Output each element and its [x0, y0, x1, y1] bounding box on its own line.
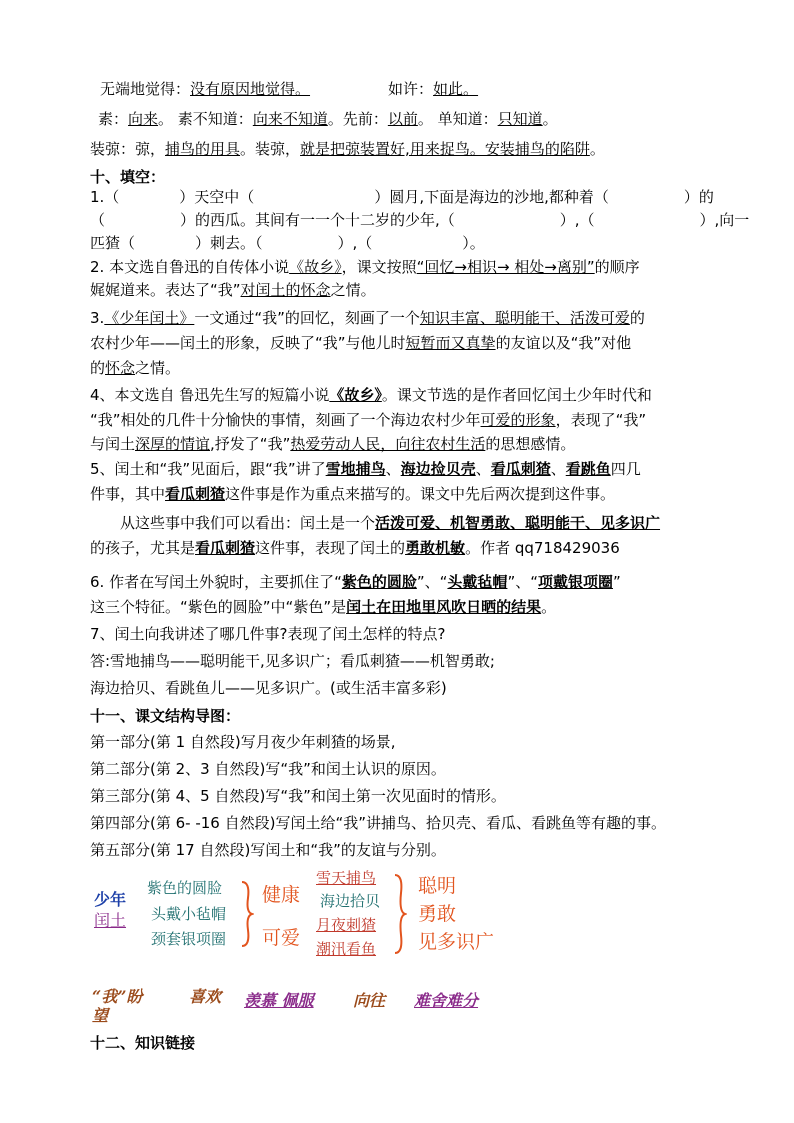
structure-part-4: 第四部分(第 6- -16 自然段)写闰土给“我”讲捕鸟、拾贝壳、看瓜、看跳鱼等有趣的事。	[90, 814, 667, 832]
look-item: 紫色的圆脸	[147, 879, 223, 897]
q4-line-3	[90, 433, 575, 456]
text: 一文通过“我”的回忆，刻画了一个	[194, 309, 420, 327]
q3-line-2	[90, 332, 631, 355]
def-answer: 只知道	[497, 110, 543, 128]
answer: 可爱的形象	[480, 411, 556, 429]
diagram-title-line-1: 少年	[94, 890, 127, 909]
q7-answer-1: 答:雪地捕鸟——聪明能干,见多识广；看瓜刺猹——机智勇敢;	[90, 652, 495, 670]
q7-answer-2: 海边拾贝、看跳鱼儿——见多识广。(或生活丰富多彩)	[90, 679, 447, 697]
text: 的	[90, 359, 106, 377]
text: 件事，其中	[90, 485, 166, 503]
text: ,抒发了“我”	[210, 435, 291, 453]
trait-item: 可爱	[262, 927, 301, 949]
def-term: 。 单知道：	[417, 110, 498, 128]
def-term: 。装弶，	[240, 140, 301, 158]
brace-icon	[240, 880, 254, 948]
section-11-heading: 十一、课文结构导图：	[90, 707, 241, 725]
text: 的思想感情。	[485, 435, 576, 453]
trait-item: 健康	[262, 884, 301, 906]
emotion-word: 望	[92, 1006, 109, 1025]
q6-line-2	[90, 596, 556, 619]
text: 。	[541, 598, 557, 616]
text: 的孩子，尤其是	[90, 539, 196, 557]
q1-line-1: 1.（ ）天空中（ ）圆月,下面是海边的沙地,都种着（ ）的	[90, 188, 714, 206]
def-line-3	[90, 138, 605, 161]
answer: 看瓜刺猹	[195, 539, 256, 557]
q6-line-1	[90, 571, 621, 594]
emotion-word: 羡慕 佩服	[244, 991, 314, 1010]
answer: 怀念	[105, 359, 136, 377]
q5-line-3	[120, 512, 660, 535]
q5-line-2	[90, 483, 615, 506]
text: 的	[629, 309, 645, 327]
quality-item: 勇敢	[418, 903, 457, 925]
text: ”、“	[507, 573, 538, 591]
q1-line-2: （ ）的西瓜。其间有一一个十二岁的少年,（ ）,（ ）,向一	[90, 211, 750, 229]
answer: 海边捡贝壳	[400, 460, 476, 478]
look-item: 颈套银项圈	[151, 930, 227, 948]
answer: 看跳鱼	[565, 460, 611, 478]
structure-part-1: 第一部分(第 1 自然段)写月夜少年刺猹的场景,	[90, 733, 396, 751]
answer: 项戴银项圈	[537, 573, 613, 591]
text: ”	[613, 573, 621, 591]
q5-line-4	[90, 537, 620, 560]
answer: 活泼可爱、机智勇敢、聪明能干、见多识广	[375, 514, 661, 532]
def-term: 。先前：	[327, 110, 388, 128]
def-line-1	[100, 78, 478, 101]
emotion-word: “我”盼	[92, 987, 143, 1006]
q1-line-3: 匹猹（ ）刺去。（ ）,（ ）。	[90, 234, 485, 252]
section-10-heading: 十、填空：	[90, 168, 166, 186]
punct: 。	[589, 140, 605, 158]
def-answer: 如此。	[433, 80, 479, 98]
event-item: 潮汛看鱼	[316, 940, 377, 958]
event-item: 海边拾贝	[320, 892, 381, 910]
emotion-word: 难舍难分	[414, 991, 479, 1010]
text: 3.	[90, 309, 105, 327]
emotion-word: 向往	[353, 991, 386, 1010]
text: “我”相处的几件十分愉快的事情，刻画了一个海边农村少年	[90, 411, 481, 429]
def-answer: 向来	[128, 110, 159, 128]
q2-line-1	[90, 256, 640, 279]
def-term: 装弶：弶，	[90, 140, 166, 158]
text: 农村少年——闰土的形象，反映了“我”与他儿时	[90, 334, 406, 352]
def-answer: 捕鸟的用具	[165, 140, 241, 158]
def-term: 。 素不知道：	[158, 110, 253, 128]
answer: 热爱劳动人民，向往农村生活	[290, 435, 486, 453]
text: 娓娓道来。表达了“我”	[90, 281, 241, 299]
text: 、	[475, 460, 491, 478]
quality-item: 聪明	[418, 875, 457, 897]
text: 这件事，表现了闰土的	[255, 539, 406, 557]
text: 的顺序	[594, 258, 640, 276]
event-item: 雪天捕鸟	[316, 869, 377, 887]
q3-line-3	[90, 357, 180, 380]
text: 。作者 qq718429036	[465, 539, 620, 557]
answer: 知识丰富、聪明能干、活泼可爱	[419, 309, 630, 327]
q7-question: 7、闰土向我讲述了哪几件事?表现了闰土怎样的特点?	[90, 625, 446, 643]
answer: 看瓜刺猹	[165, 485, 226, 503]
answer: 看瓜刺猹	[490, 460, 551, 478]
text: 5、闰土和“我”见面后，跟“我”讲了	[90, 460, 326, 478]
text: 6. 作者在写闰土外貌时，主要抓住了“	[90, 573, 342, 591]
text: 4、本文选自 鲁迅先生写的短篇小说	[90, 386, 330, 404]
text: 、	[385, 460, 401, 478]
structure-diagram	[90, 868, 530, 963]
punct: 。	[542, 110, 558, 128]
text: 的友谊以及“我”对他	[495, 334, 632, 352]
structure-part-2: 第二部分(第 2、3 自然段)写“我”和闰土认识的原因。	[90, 760, 446, 778]
text: 与闰土	[90, 435, 136, 453]
section-12-heading: 十二、知识链接	[90, 1034, 196, 1052]
emotion-word: 喜欢	[189, 987, 222, 1006]
event-item: 月夜刺猹	[316, 916, 377, 934]
text: 之情。	[135, 359, 181, 377]
text: ”、“	[416, 573, 448, 591]
text: ，表现了“我”	[555, 411, 647, 429]
q2-line-2	[90, 279, 376, 302]
answer: “回忆→相识→ 相处→离别”	[416, 258, 595, 276]
q4-line-1	[90, 384, 652, 407]
def-term: 无端地觉得：	[100, 80, 191, 98]
quality-item: 见多识广	[418, 931, 495, 953]
answer: 勇敢机敏	[405, 539, 466, 557]
text: 、	[550, 460, 566, 478]
def-term: 如许：	[388, 80, 434, 98]
def-term: 素：	[98, 110, 129, 128]
look-item: 头戴小毡帽	[151, 905, 227, 923]
q3-line-1	[90, 307, 645, 330]
structure-part-5: 第五部分(第 17 自然段)写闰土和“我”的友谊与分别。	[90, 841, 446, 859]
answer: 头戴毡帽	[447, 573, 508, 591]
answer: 短暂而又真挚	[405, 334, 496, 352]
text: 这件事是作为重点来描写的。课文中先后两次提到这件事。	[225, 485, 616, 503]
def-answer: 向来不知道	[252, 110, 328, 128]
answer: 《故乡》	[329, 386, 382, 404]
answer: 《故乡》	[289, 258, 342, 276]
text: 2. 本文选自鲁迅的自传体小说	[90, 258, 290, 276]
structure-part-3: 第三部分(第 4、5 自然段)写“我”和闰土第一次见面时的情形。	[90, 787, 506, 805]
answer: 对闰土的怀念	[240, 281, 331, 299]
answer: 深厚的情谊	[135, 435, 211, 453]
q4-line-2	[90, 409, 646, 432]
text: ，课文按照	[341, 258, 417, 276]
diagram-title-line-2: 闰土	[94, 911, 127, 930]
brace-icon	[393, 873, 407, 955]
def-answer: 就是把弶装置好,用来捉鸟。安装捕鸟的陷阱	[300, 140, 590, 158]
text: 这三个特征。“紫色的圆脸”中“紫色”是	[90, 598, 347, 616]
text: 四几	[610, 460, 641, 478]
text: 。课文节选的是作者回忆闰土少年时代和	[381, 386, 652, 404]
text: 之情。	[330, 281, 376, 299]
def-answer: 以前	[387, 110, 418, 128]
q5-line-1	[90, 458, 641, 481]
def-answer: 没有原因地觉得。	[190, 80, 311, 98]
answer: 闰土在田地里风吹日晒的结果	[346, 598, 542, 616]
answer: 紫色的圆脸	[341, 573, 417, 591]
text: 从这些事中我们可以看出：闰土是一个	[120, 514, 376, 532]
def-line-2	[98, 108, 558, 131]
answer: 《少年闰土》	[104, 309, 195, 327]
answer: 雪地捕鸟	[325, 460, 386, 478]
